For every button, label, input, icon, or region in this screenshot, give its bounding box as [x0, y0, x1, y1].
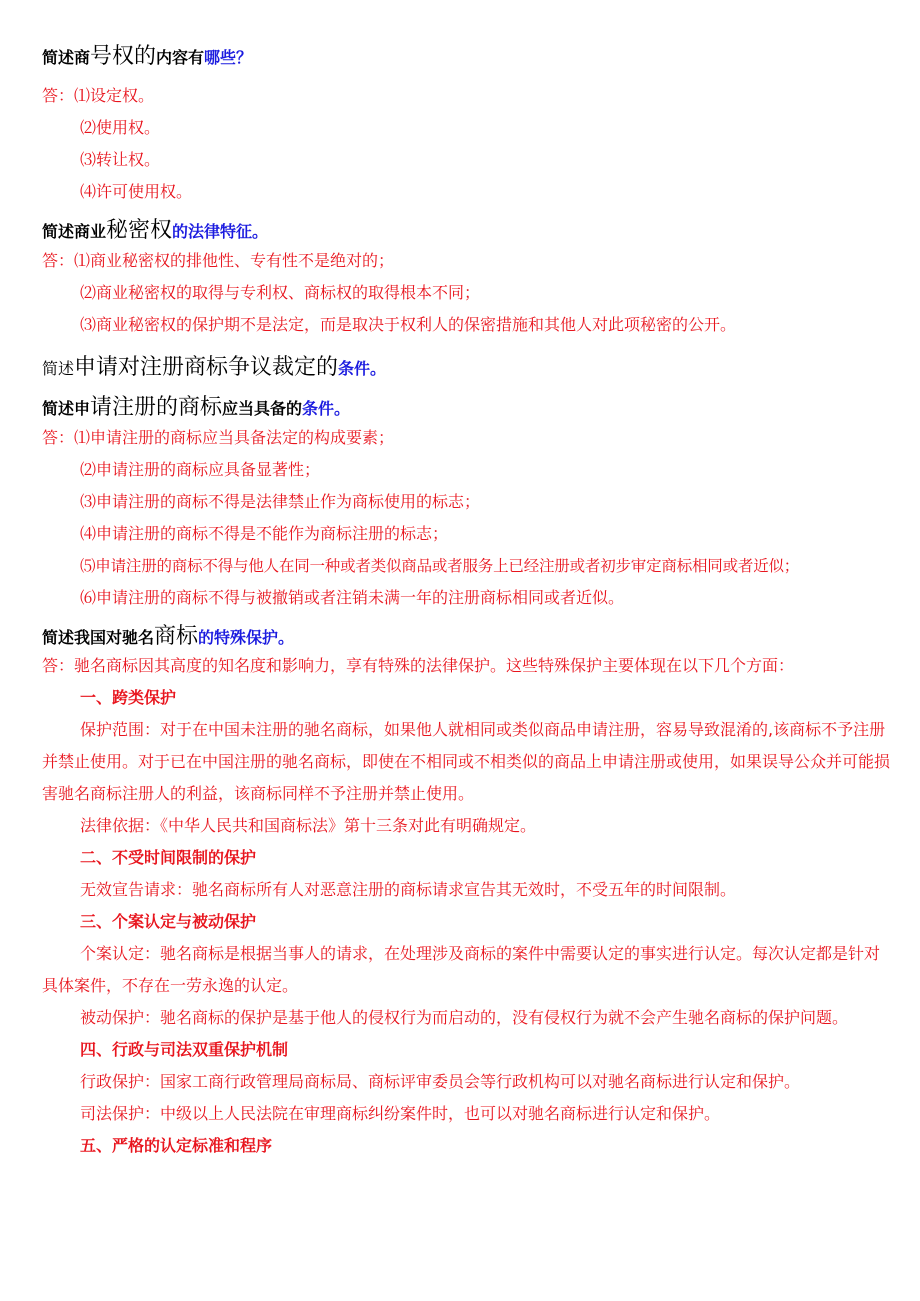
answer-line: ⑵商业秘密权的取得与专利权、商标权的取得根本不同； [80, 282, 481, 302]
document-page [42, 44, 892, 1162]
answer-line: ⑷许可使用权。 [80, 182, 193, 202]
answer-intro: 答：驰名商标因其高度的知名度和影响力，享有特殊的法律保护。这些特殊保护主要体现在以下几个方面： [42, 655, 795, 675]
answer-line: 答：⑴商业秘密权的排他性、专有性不是绝对的； [42, 250, 395, 270]
section-paragraph: 司法保护：中级以上人民法院在审理商标纠纷案件时，也可以对驰名商标进行认定和保护。 [80, 1103, 721, 1123]
answer-line: ⑵使用权。 [80, 118, 161, 138]
answer-line: ⑸申请注册的商标不得与他人在同一种或者类似商品或者服务上已经注册或者初步审定商标相同或者近似； [80, 556, 800, 575]
section-heading: 一、跨类保护 [80, 687, 177, 707]
question-1-heading: 简述商号权的内容有哪些？ [42, 44, 253, 69]
section-heading: 五、严格的认定标准和程序 [80, 1135, 273, 1155]
section-paragraph: 保护范围：对于在中国未注册的驰名商标，如果他人就相同或类似商品申请注册，容易导致混淆的,该商标不予注册并禁止使用。对于已在中国注册的驰名商标，即使在不相同或不相类似的商品上申请注册或使用，如果误导公众并可能损害驰名商标注册人的利益，该商标同样不予注册并禁止使用。 [42, 719, 891, 803]
answer-line: ⑹申请注册的商标不得与被撤销或者注销未满一年的注册商标相同或者近似。 [80, 587, 625, 607]
section-paragraph: 无效宣告请求：驰名商标所有人对恶意注册的商标请求宣告其无效时，不受五年的时间限制。 [80, 879, 737, 899]
section-heading: 二、不受时间限制的保护 [80, 847, 257, 867]
section-heading: 四、行政与司法双重保护机制 [80, 1039, 289, 1059]
question-3-heading: 简述申请对注册商标争议裁定的条件。 [42, 354, 387, 380]
section-paragraph: 行政保护：国家工商行政管理局商标局、商标评审委员会等行政机构可以对驰名商标进行认定和保护。 [80, 1071, 801, 1091]
answer-line: ⑵申请注册的商标应具备显著性； [80, 459, 321, 479]
answer-line: 答：⑴申请注册的商标应当具备法定的构成要素； [42, 427, 395, 447]
section-paragraph: 被动保护：驰名商标的保护是基于他人的侵权行为而启动的，没有侵权行为就不会产生驰名商标的保护问题。 [80, 1007, 849, 1027]
section-paragraph: 个案认定：驰名商标是根据当事人的请求，在处理涉及商标的案件中需要认定的事实进行认定。每次认定都是针对具体案件，不存在一劳永逸的认定。 [42, 943, 881, 995]
answer-line: ⑶转让权。 [80, 150, 161, 170]
answer-line: ⑷申请注册的商标不得是不能作为商标注册的标志； [80, 523, 449, 543]
question-2-heading: 简述商业秘密权的法律特征。 [42, 218, 269, 244]
answer-line: 答：⑴设定权。 [42, 86, 155, 106]
section-paragraph: 法律依据：《中华人民共和国商标法》第十三条对此有明确规定。 [80, 815, 537, 835]
question-4-heading: 简述申请注册的商标应当具备的条件。 [42, 395, 351, 421]
section-heading: 三、个案认定与被动保护 [80, 911, 257, 931]
answer-line: ⑶商业秘密权的保护期不是法定，而是取决于权利人的保密措施和其他人对此项秘密的公开。 [80, 314, 737, 334]
question-5-heading: 简述我国对驰名商标的特殊保护。 [42, 623, 295, 649]
answer-line: ⑶申请注册的商标不得是法律禁止作为商标使用的标志； [80, 491, 481, 511]
